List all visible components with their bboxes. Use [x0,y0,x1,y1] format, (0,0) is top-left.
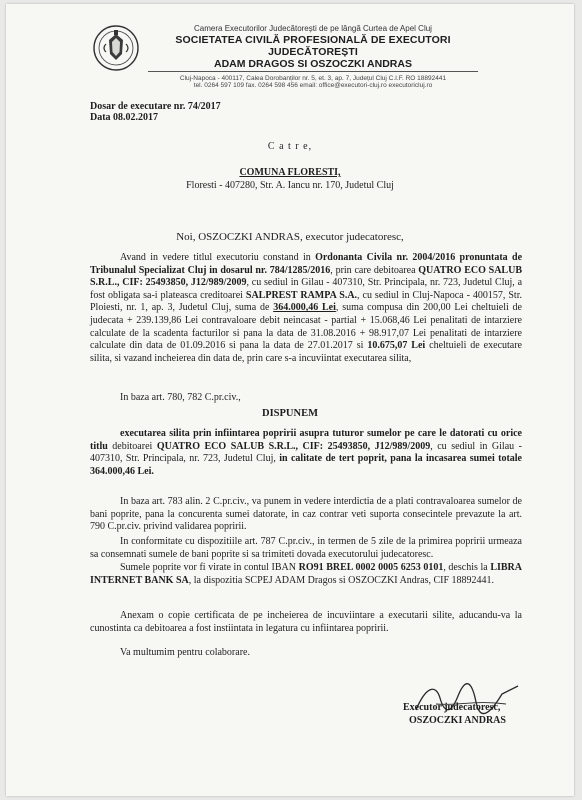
paragraph-annex: Anexam o copie certificata de pe incheierea de incuviintare a executarii silite, aducandu-va la cunostinta ca debitoarea a fost instiintata in legatura cu infiintarea popririi. [90,610,522,634]
file-number: Dosar de executare nr. 74/2017 [90,101,221,112]
legal-basis-1: In baza art. 780, 782 C.pr.civ., [120,392,241,403]
paragraph-deadline: In conformitate cu dispozitiile art. 787 C.pr.civ., in termen de 5 zile de la primirea popririi urmeaza sa consemnati sumele de bani poprite si sa trimiteti dovada executorului judecatoresc. [90,536,522,560]
company-partners: ADAM DRAGOS SI OSZOCZKI ANDRAS [214,58,412,70]
paragraph-disposition: executarea silita prin infiintarea popririi asupra tuturor sumelor pe care le datorati cu orice titlu debitoarei QUATRO ECO SALUB S.R.L., CIF: 25493850, J12/989/2009, cu sediul in Gilau - 407310, Str. Principala, nr. 723, Judetul Cluj, in calitate de tert poprit, pana la incasarea sumei totale 364.000,46 Lei. [90,428,523,477]
company-address: Cluj-Napoca - 400117, Calea Dorobanților nr. 5, et. 3, ap. 7, Județul Cluj C.I.F. RO 18892441 [179,75,447,82]
paragraph-title: Avand in vedere titlul executoriu constand in Ordonanta Civila nr. 2004/2016 pronuntata de Tribunalul Specializat Cluj in dosarul nr. 784/1285/2016, prin care debitoarea QUATRO ECO SALUB S.R.L., CIF: 25493850, J12/989/2009, cu sediul in Gilau - 407310, Str. Principala, nr. 723, Judetul Cluj, a fost obligata sa-i plateasca creditoarei SALPREST RAMPA S.A., cu sediul in Cluj-Napoca - 400157, Str. Ploiesti, nr. 1, ap. 3, Judetul Cluj, suma de 364.000,46 Lei, suma compusa din 200,00 Lei cheltuieli de judecata + 239.139,86 Lei contravaloare debit neincasat - partial + 15.068,46 Lei penalitati de intarziere calculate de la scadenta facturilor si pana la data de 31.08.2016 + 98.917,07 Lei penalitati de intarziere calculate din data de 01.09.2016 si pana la data de 27.01.2017 si 10.675,07 Lei cheltuieli de executare silita, si vazand incheierea din data de, prin care s-a incuviintat executarea silita, [90,252,523,364]
letterhead [148,24,478,89]
addressee-heading: C a t r e, [267,141,313,152]
document-page [6,4,574,796]
file-date: Data 08.02.2017 [90,112,159,123]
executor-intro: Noi, OSZOCZKI ANDRAS, executor judecatoresc, [176,231,404,243]
signature-title: Executor judecatoresc, [403,702,501,713]
company-contact: tel. 0264 597 109 fax. 0264 598 456 email: office@executori-cluj.ro executoricluj.ro [193,82,433,89]
recipient-name: COMUNA FLORESTI, [239,167,341,178]
dispunem-heading: DISPUNEM [261,408,318,419]
coat-of-arms-icon [92,24,140,72]
total-amount: 364.000,46 Lei [273,302,336,314]
company-name: SOCIETATEA CIVILĂ PROFESIONALĂ DE EXECUTORI JUDECĂTOREȘTI [175,34,451,58]
paragraph-interdiction: In baza art. 783 alin. 2 C.pr.civ., va punem in vedere interdictia de a plati contravaloarea sumelor de bani poprite, pana la concurenta sumei datorate, in caz contrar veti suporta consecintele prevazute la art. 790 C.pr.civ. privind validarea popririi. [90,496,522,533]
paragraph-bank-account: Sumele poprite vor fi virate in contul IBAN RO91 BREL 0002 0005 6253 0101, deschis la LIBRA INTERNET BANK SA, la dispozitia SCPEJ ADAM Dragos si OSZOCZKI Andras, CIF 18892441. [90,562,522,586]
recipient-address: Floresti - 407280, Str. A. Iancu nr. 170, Judetul Cluj [186,180,394,191]
signature-name: OSZOCZKI ANDRAS [409,715,506,726]
chamber-name: Camera Executorilor Judecătorești de pe lângă Curtea de Apel Cluj [194,24,432,33]
thanks-line: Va multumim pentru colaborare. [120,647,250,658]
